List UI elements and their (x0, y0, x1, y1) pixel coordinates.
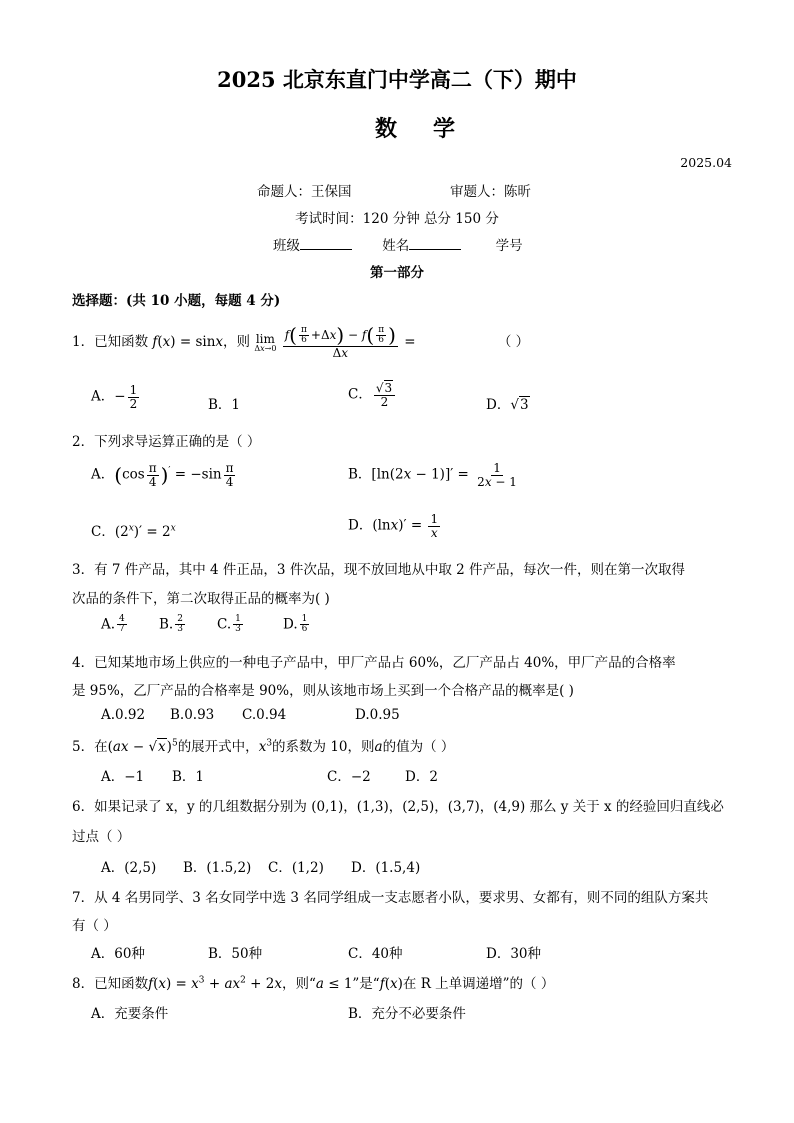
q4-option-d[interactable]: D.0.95 (355, 707, 400, 723)
q6-option-b[interactable]: B．(1.5,2) (183, 860, 252, 876)
student-info-row (273, 234, 523, 254)
question-7-line1: 7．从 4 名男同学、3 名女同学中选 3 名同学组成一支志愿者小队，要求男、女都有，则不同的组队方案共 (72, 890, 709, 906)
q5-option-a[interactable]: A．−1 (101, 769, 145, 785)
limit-expression: lim Δx→0 (254, 331, 277, 353)
q8-option-a[interactable]: A．充要条件 (91, 1006, 169, 1022)
question-7-line2: 有（ ） (72, 918, 117, 934)
q6-option-d[interactable]: D．(1.5,4) (351, 860, 421, 876)
q4-option-c[interactable]: C.0.94 (242, 707, 287, 723)
q1-option-b[interactable]: B．1 (208, 397, 241, 413)
question-8: 8．已知函数$f(x) = x^3 + ax^2 + 2x$，则“a ≤ 1”是“f(x)在 R 上单调递增”的（ ） (72, 975, 555, 992)
q3-option-d[interactable]: D. $\frac{1}{6}$ (283, 614, 308, 635)
difference-quotient: f( $\frac{\pi}{6}$ +Δx) − f( $\frac{\pi}{6}$ ) Δx (284, 323, 396, 361)
q7-option-d[interactable]: D．30种 (486, 946, 542, 962)
q3-option-c[interactable]: C. $\frac{1}{3}$ (217, 614, 241, 635)
q5-option-b[interactable]: B．1 (172, 769, 205, 785)
q2-option-c[interactable]: C．$(2^x)' = 2^x$ (91, 523, 176, 540)
name-blank[interactable] (409, 236, 461, 250)
q4-option-b[interactable]: B.0.93 (170, 707, 215, 723)
part-heading: 第一部分 (370, 265, 424, 281)
question-6-line1: 6．如果记录了 x，y 的几组数据分别为 (0,1)，(1,3)，(2,5)，(3,7)，(4,9) 那么 y 关于 x 的经验回归直线必 (72, 799, 724, 815)
q2-option-a[interactable]: A．(cos $\frac{\pi}{4}$ )′ = −sin $\frac{\pi}{4}$ (91, 461, 234, 489)
subject-title: 数学 (374, 116, 491, 142)
q1-option-d[interactable]: D．√3 (486, 397, 529, 413)
question-3-line1: 3．有 7 件产品，其中 4 件正品，3 件次品，现不放回地从中取 2 件产品，每次一件，则在第一次取得 (72, 562, 685, 578)
class-label: 班级 (273, 238, 300, 254)
question-5: 5．在(ax − √x)$^5$的展开式中，$x^3$的系数为 10，则a的值为（ ） (72, 738, 455, 755)
question-6-line2: 过点（ ） (72, 829, 131, 845)
q8-option-b[interactable]: B．充分不必要条件 (348, 1006, 466, 1022)
section-heading: 选择题：(共 10 小题，每题 4 分) (72, 293, 281, 309)
question-4-line2: 是 95%，乙厂产品的合格率是 90%，则从该地市场上买到一个合格产品的概率是( ) (72, 683, 574, 699)
q6-option-a[interactable]: A．(2,5) (101, 860, 157, 876)
name-label: 姓名 (382, 238, 410, 254)
question-1: 1．已知函数 f(x) = sinx，则 lim Δx→0 f( $\frac{\pi}{6}$ +Δx) − f( $\frac{\pi}{6}$ ) Δx = （ ） (72, 323, 530, 361)
q2-option-b[interactable]: B．[ln(2x − 1)]′ = $\frac{1}{2x - 1}$ (348, 461, 517, 489)
setter: 命题人：王保国 (257, 184, 352, 200)
question-2: 2．下列求导运算正确的是（ ） (72, 434, 261, 450)
q5-option-c[interactable]: C．−2 (327, 769, 371, 785)
q7-option-a[interactable]: A．60种 (91, 946, 145, 962)
question-4-line1: 4．已知某地市场上供应的一种电子产品中，甲厂产品占 60%，乙厂产品占 40%，甲厂产品的合格率 (72, 655, 676, 671)
q5-option-d[interactable]: D．2 (405, 769, 438, 785)
q1-option-c[interactable]: C． $\frac{√3}{2}$ (348, 382, 397, 408)
reviewer: 审题人：陈昕 (450, 184, 531, 200)
class-blank[interactable] (300, 236, 352, 250)
q2-option-d[interactable]: D．(lnx)′ = $\frac{1}{x}$ (348, 512, 439, 540)
q6-option-c[interactable]: C．(1,2) (268, 860, 324, 876)
q3-option-b[interactable]: B. $\frac{2}{3}$ (159, 614, 183, 635)
q7-option-b[interactable]: B．50种 (208, 946, 263, 962)
question-3-line2: 次品的条件下，第二次取得正品的概率为( ) (72, 591, 330, 607)
exam-info: 考试时间：120 分钟 总分 150 分 (295, 211, 499, 227)
exam-date: 2025.04 (680, 155, 732, 170)
q1-option-a[interactable]: A．− $\frac{1}{2}$ (91, 383, 138, 411)
q4-option-a[interactable]: A.0.92 (101, 707, 146, 723)
exam-title: 2025 北京东直门中学高二（下）期中 (217, 67, 577, 92)
q7-option-c[interactable]: C．40种 (348, 946, 403, 962)
id-label: 学号 (495, 238, 523, 254)
q3-option-a[interactable]: A. $\frac{4}{7}$ (101, 614, 125, 635)
